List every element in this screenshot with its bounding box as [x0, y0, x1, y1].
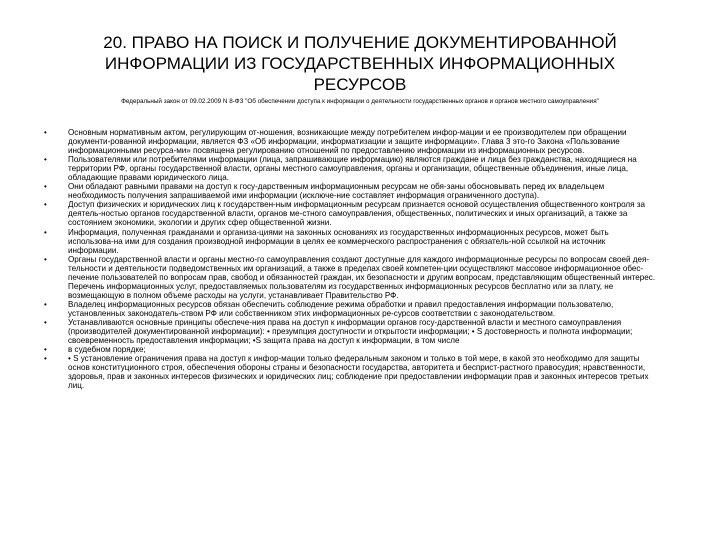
list-item — [44, 200, 656, 228]
list-item-text: Владелец информационных ресурсов обязан обеспечить соблюдение режима обработки и правил предоставления информации пользователю, установленных законодатель-ством РФ или собственником этих информационных ре-сурсов соответствии с законодательством. — [68, 299, 614, 318]
bullet-icon: • — [44, 227, 47, 237]
page-title: 20. ПРАВО НА ПОИСК И ПОЛУЧЕНИЕ ДОКУМЕНТИРОВАННОЙ ИНФОРМАЦИИ ИЗ ГОСУДАРСТВЕННЫХ ИНФОРМАЦИОННЫХ РЕСУРСОВ — [103, 33, 617, 94]
bullet-icon: • — [44, 200, 47, 210]
list-item-text: Пользователями или потребителями информации (лица, запрашивающие информацию) являются граждане и лица без гражданства, находящиеся на территории РФ, органы государственной власти, органы местного самоуправления, органы и организации, общественные объединения, иные лица, обладающие правами юридического лица. — [68, 155, 637, 183]
list-item-text: Основным нормативным актом, регулирующим от-ношения, возникающие между потребителем инфор-мации и ее производителем при обращении документи-рованной информации, является ФЗ «Об информации, информатизации и защите информации». Глава 3 это-го Закона «Пользование информационными ресурса-ми» посвящена регулированию отношений по предоставлению информации из информационных ресурсов. — [68, 128, 627, 156]
list-item — [44, 227, 656, 255]
bullet-icon: • — [44, 345, 47, 355]
bullet-icon: • — [44, 155, 47, 165]
bullet-icon: • — [44, 354, 47, 364]
list-item-text: Они обладают равными правами на доступ к госу-дарственным информационным ресурсам не обя-заны обосновывать перед их владельцем необходимость получения запрашиваемой ими информации (исключе-ние составляет информация ограниченного доступа). — [68, 182, 605, 201]
list-item-text: • S установление ограничения права на доступ к инфор-мации только федеральным законом и только в той мере, в какой это необходимо для защиты основ конституционного строя, обеспечения обороны страны и безопасности государства, авторитета и бесприст-растного правосудия; нравственности, здоровья, прав и законных интересов физических и юридических лиц; соблюдение при предоставлении информации прав и законных интересов третьих лиц. — [68, 354, 649, 391]
list-item-text: Информация, полученная гражданами и организа-циями на законных основаниях из государственных информационных ресурсов, может быть использова-на ими для создания производной информации в целях ее коммерческого распространения с обязатель-ной ссылкой на источник информации. — [68, 227, 609, 255]
bullet-list — [44, 128, 656, 391]
list-item — [44, 354, 656, 391]
list-item — [44, 155, 656, 183]
bullet-icon: • — [44, 182, 47, 192]
list-item — [44, 128, 656, 156]
list-item — [44, 182, 656, 201]
bullet-icon: • — [44, 128, 47, 137]
list-item-text: Органы государственной власти и органы местно-го самоуправления создают доступные для каждого информационные ресурсы по вопросам своей дея-тельности и деятельности подведомственных им организаций, а также в пределах своей компетен-ции осуществляют массовое информационное обес-печение пользователей по вопросам прав, свобод и обязанностей граждан, их безопасности и другим вопросам, представляющим общественный интерес. Перечень информационных услуг, предоставляемых пользователям из государственных информационных ресурсов бесплатно или за плату, не возмещающую в полном объеме расходы на услуги, устанавливает Правительство РФ. — [68, 254, 656, 300]
bullet-icon: • — [44, 317, 47, 327]
list-item — [44, 299, 656, 318]
list-item — [44, 254, 656, 300]
list-item-text: Устанавливаются основные принципы обеспече-ния права на доступ к информации органов госу-дарственной власти и местного самоуправления (производителей документированной информации): • презумпция доступности и открытости информации; • S достоверность и полнота информации; своевременность предоставления информации; •S защита права на доступ к информации, в том числе — [68, 317, 633, 346]
law-reference: Федеральный закон от 09.02.2009 N 8-ФЗ "Об обеспечении доступа к информации о деятельности государственных органов и органов местного самоуправления" — [121, 98, 599, 105]
list-item — [44, 345, 656, 355]
list-item-text: Доступ физических и юридических лиц к государствен-ным информационным ресурсам признается основой осуществления общественного контроля за деятель-ностью органов государственной власти, органов ме-стного самоуправления, общественных, политических и иных организаций, а также за состоянием экономики, экологии и других сфер общественной жизни. — [68, 200, 645, 228]
list-item — [44, 317, 656, 346]
bullet-icon: • — [44, 254, 47, 264]
list-item-text: в судебном порядке; — [68, 345, 146, 355]
bullet-icon: • — [44, 299, 47, 309]
